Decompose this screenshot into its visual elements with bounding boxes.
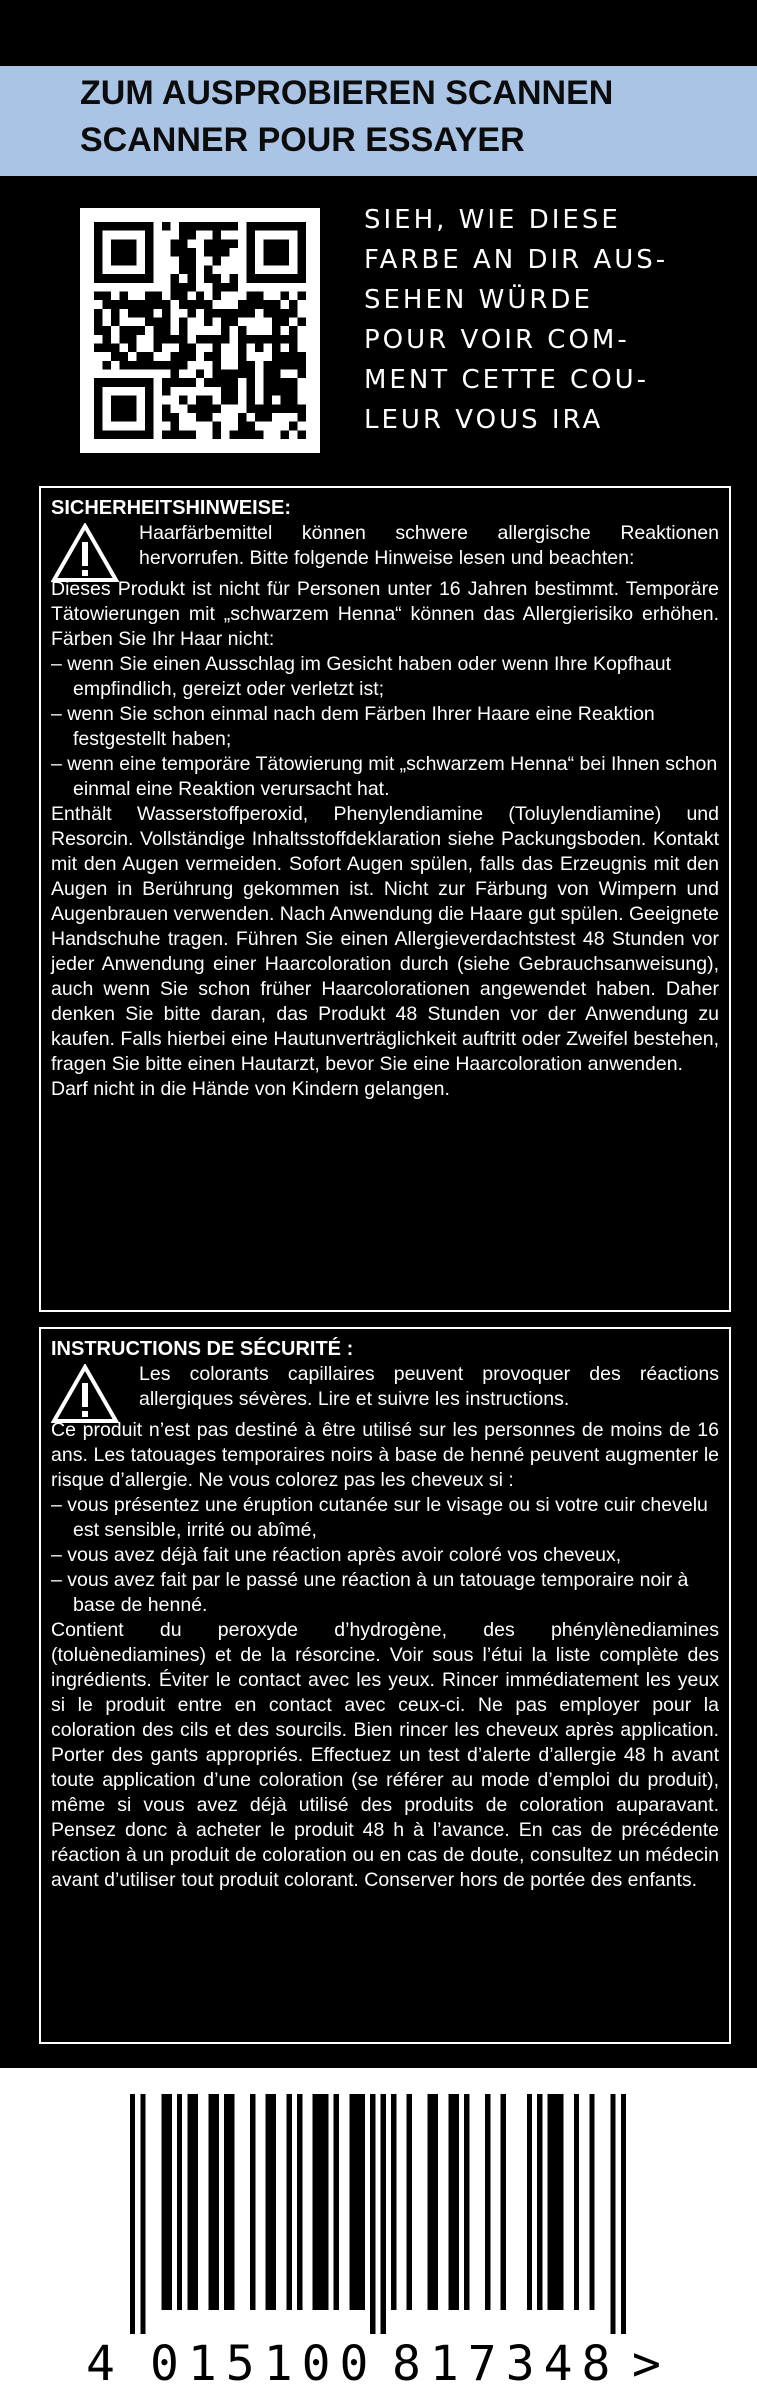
scan-instructions bbox=[364, 200, 734, 440]
list-item: – wenn eine temporäre Tätowierung mit „schwarzem Henna“ bei Ihnen schon einmal eine Reaktion verursacht hat. bbox=[51, 753, 718, 800]
banner-title-de: ZUM AUSPROBIEREN SCANNEN bbox=[80, 74, 614, 112]
barcode-bar bbox=[548, 2094, 553, 2310]
barcode-bar bbox=[187, 2094, 192, 2310]
barcode-marker: > bbox=[632, 2336, 661, 2392]
safety-title-de: SICHERHEITSHINWEISE: bbox=[51, 497, 292, 519]
scan-text-line: LEUR VOUS IRA bbox=[364, 405, 604, 435]
barcode-bar bbox=[558, 2094, 563, 2310]
barcode-guard-bar bbox=[621, 2094, 626, 2334]
scan-banner bbox=[0, 66, 757, 176]
barcode-bar bbox=[323, 2094, 328, 2310]
barcode-bar bbox=[553, 2094, 558, 2310]
safety-section-fr bbox=[39, 1327, 731, 2044]
barcode-bar bbox=[266, 2094, 271, 2310]
barcode-bar bbox=[428, 2094, 433, 2310]
safety-section-de bbox=[39, 486, 731, 1312]
barcode-bar bbox=[214, 2094, 219, 2310]
warning-triangle-icon bbox=[51, 523, 119, 583]
barcode-guard-bar bbox=[610, 2094, 615, 2334]
barcode-icon bbox=[130, 2094, 626, 2334]
barcode-bar bbox=[334, 2094, 339, 2310]
scan-text-line: SIEH, WIE DIESE bbox=[364, 205, 621, 235]
barcode-bar bbox=[224, 2094, 229, 2310]
barcode-bar bbox=[537, 2094, 542, 2310]
banner-title-fr: SCANNER POUR ESSAYER bbox=[80, 121, 525, 159]
barcode-bar bbox=[229, 2094, 234, 2310]
qr-code-icon bbox=[94, 222, 306, 439]
warning-row-fr bbox=[51, 1362, 719, 1414]
scan-text-line: MENT CETTE COU- bbox=[364, 365, 650, 395]
barcode-bar bbox=[297, 2094, 302, 2310]
list-item: – vous présentez une éruption cutanée sur le visage ou si votre cuir chevelu est sensible, irrité ou abîmé, bbox=[51, 1494, 708, 1541]
warning-text-de: Haarfärbemittel können schwere allergische Reaktionen hervorrufen. Bitte folgende Hinweise lesen und beachten: bbox=[139, 522, 719, 569]
safety-title-fr: INSTRUCTIONS DE SÉCURITÉ : bbox=[51, 1338, 354, 1360]
list-item: – wenn Sie einen Ausschlag im Gesicht haben oder wenn Ihre Kopfhaut empfindlich, gereizt oder verletzt ist; bbox=[51, 653, 672, 700]
barcode-bar bbox=[448, 2094, 453, 2310]
barcode-bar bbox=[208, 2094, 213, 2310]
barcode-bar bbox=[407, 2094, 412, 2310]
barcode-bar bbox=[485, 2094, 490, 2310]
barcode-bar bbox=[433, 2094, 438, 2310]
list-item: – vous avez fait par le passé une réaction à un tatouage temporaire noir à base de henné. bbox=[51, 1569, 689, 1616]
warning-triangle-icon bbox=[51, 1364, 119, 1424]
scan-text-line: POUR VOIR COM- bbox=[364, 325, 630, 355]
barcode-bar bbox=[391, 2094, 396, 2310]
barcode-guard-bar bbox=[130, 2094, 135, 2334]
barcode-bar bbox=[271, 2094, 276, 2310]
scan-text-line: SEHEN WÜRDE bbox=[364, 285, 593, 315]
scan-text-line: FARBE AN DIR AUS- bbox=[364, 245, 669, 275]
qr-code[interactable] bbox=[80, 208, 320, 453]
barcode-first-digit: 4 bbox=[86, 2336, 115, 2392]
barcode-bar bbox=[193, 2094, 198, 2310]
intro-text-de: Dieses Produkt ist nicht für Personen unter 16 Jahren bestimmt. Temporäre Tätowierungen mit „schwarzem Henna“ können das Allergierisiko erhöhen. Färben Sie Ihr Haar nicht: bbox=[51, 578, 719, 650]
barcode-bar bbox=[177, 2094, 182, 2310]
barcode-bar bbox=[349, 2094, 354, 2310]
barcode-guard-bar bbox=[370, 2094, 375, 2334]
barcode-bar bbox=[250, 2094, 255, 2310]
barcode-left-group: 015100 bbox=[150, 2336, 378, 2392]
barcode-bar bbox=[313, 2094, 318, 2310]
list-item: – vous avez déjà fait une réaction après avoir coloré vos cheveux, bbox=[51, 1544, 622, 1566]
barcode-guard-bar bbox=[381, 2094, 386, 2334]
barcode-bar bbox=[464, 2094, 469, 2310]
barcode-right-group: 817348 bbox=[392, 2336, 620, 2392]
intro-text-fr: Ce produit n’est pas destiné à être utilisé sur les personnes de moins de 16 ans. Les tatouages temporaires noirs à base de henné peuvent augmenter le risque d’allergie. Ne vous colorez pas les cheveux si : bbox=[51, 1419, 719, 1491]
barcode-bar bbox=[287, 2094, 292, 2310]
closing-text-de: Darf nicht in die Hände von Kindern gelangen. bbox=[51, 1078, 450, 1100]
barcode-guard-bar bbox=[140, 2094, 145, 2334]
warning-row-de bbox=[51, 521, 719, 573]
barcode-bar bbox=[161, 2094, 166, 2310]
barcode-bar bbox=[589, 2094, 594, 2310]
body-text-de: Enthält Wasserstoffperoxid, Phenylendiamine (Toluylendiamine) und Resorcin. Vollständige Inhaltsstoffdeklaration siehe Packungsboden. Kontakt mit den Augen vermeiden. Sofort Augen spülen, falls das Erzeugnis mit den Augen in Berührung gekommen ist. Nicht zur Färbung von Wimpern und Augenbrauen verwenden. Nach Anwendung die Haare gut spülen. Geeignete Handschuhe tragen. Führen Sie einen Allergieverdachtstest 48 Stunden vor jeder Anwendung einer Haarcoloration durch (siehe Gebrauchsanweisung), auch wenn Sie schon früher Haarcolorationen angewendet haben. Daher denken Sie bitte daran, das Produkt 48 Stunden vor der Anwendung zu kaufen. Falls hierbei eine Hautunverträglichkeit auftritt oder Zweifel bestehen, fragen Sie bitte einen Hautarzt, bevor Sie eine Haarcoloration anwenden. bbox=[51, 803, 719, 1075]
body-text-fr: Contient du peroxyde d’hydrogène, des phénylènediamines (toluènediamines) et de la résorcine. Voir sous l’étui la liste complète des ingrédients. Éviter le contact avec les yeux. Rincer immédiatement les yeux si le produit entre en contact avec ceux-ci. Ne pas employer pour la coloration des cils et des sourcils. Bien rincer les cheveux après application. Porter des gants appropriés. Effectuez un test d’alerte d’allergie 48 h avant toute application d’une coloration (se référer au mode d’emploi du produit), même si vous avez déjà utilisé des produits de coloration auparavant. Pensez donc à acheter le produit 48 h à l’avance. En cas de précédente réaction à un produit de coloration ou en cas de doute, consultez un médecin avant d’utiliser tout produit colorant. Conserver hors de portée des enfants. bbox=[51, 1619, 719, 1891]
barcode-bar bbox=[360, 2094, 365, 2310]
barcode-bar bbox=[318, 2094, 323, 2310]
barcode-bar bbox=[574, 2094, 579, 2310]
list-item: – wenn Sie schon einmal nach dem Färben Ihrer Haare eine Reaktion festgestellt haben; bbox=[51, 703, 655, 750]
barcode-bar bbox=[454, 2094, 459, 2310]
barcode-bar bbox=[167, 2094, 172, 2310]
warning-text-fr: Les colorants capillaires peuvent provoquer des réactions allergiques sévères. Lire et suivre les instructions. bbox=[139, 1363, 719, 1410]
barcode-bar bbox=[501, 2094, 506, 2310]
barcode-bar bbox=[355, 2094, 360, 2310]
barcode-bar bbox=[527, 2094, 532, 2310]
